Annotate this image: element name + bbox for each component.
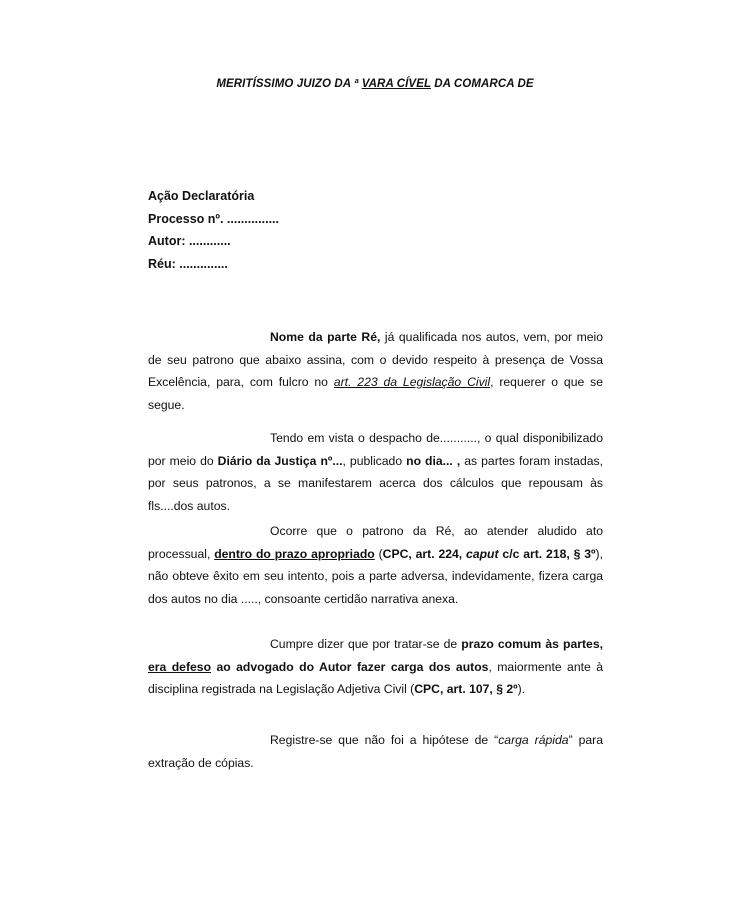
p2-text-b: , publicado [342,453,407,468]
p2-text-a: Tendo em vista o despacho de..........., o qual disponibilizado por meio do [148,431,603,468]
p3-bold-italic: caput [466,546,499,561]
case-caption [148,185,279,275]
p5-text-a: Registre-se que não foi a hipótese de “ [270,733,499,747]
paragraph-context [148,427,603,517]
p4-bold-under: era defeso [148,659,212,674]
title-text: MERITÍSSIMO JUIZO DA ª [216,78,362,90]
paragraph-closing [148,729,603,774]
p1-text-a: já qualificada nos autos, vem, por meio de seu patrono que abaixo assina, com o devido respeito à presença de Vossa Excelência, para, com fulcro no [148,330,603,389]
defendant-line: Réu: .............. [148,256,228,271]
p3-text-b: ( [374,546,383,561]
p1-text-b: , requerer o que se segue. [148,375,603,412]
p4-bold-c: CPC, art. 107, § 2º [414,682,518,696]
p4-text-a: Cumpre dizer que por tratar-se de [270,637,462,651]
p5-text-b: ” para extração de cópias. [148,733,603,770]
action-line: Ação Declaratória [148,189,255,203]
paragraph-argument [148,633,603,701]
author-line: Autor: ............ [148,234,231,248]
p3-bold-cpc: CPC, art. 224, [382,546,467,561]
p3-text-c: ), não obteve êxito em seu intento, pois a parte adversa, indevidamente, fizera carga dos autos no dia ....., consoante certidão narrativa anexa. [148,546,603,606]
party-name: Nome da parte Ré, [270,330,381,344]
p4-text-b: , maiormente ante à disciplina registrada na Legislação Adjetiva Civil ( [148,659,603,696]
process-line: Processo nº. ............... [148,211,279,226]
p3-text-a: Ocorre que o patrono da Ré, ao atender aludido ato processual, [148,524,603,561]
law-reference: art. 223 da Legislação Civil [333,375,491,389]
p4-bold-a: prazo comum às partes, [461,637,603,651]
paragraph-intro [148,326,603,416]
p4-bold-b: ao advogado do Autor fazer carga dos autos [211,659,489,674]
p2-bold-b: no dia... , [406,453,461,468]
p5-italic: carga rápida [498,733,569,747]
title-text-end: DA COMARCA DE [430,78,534,90]
p2-bold-a: Diário da Justiça nº... [217,453,343,468]
page-title [0,78,750,90]
p4-text-c: ). [517,682,526,696]
paragraph-occurrence [148,520,603,610]
p3-bold-rest: c/c art. 218, § 3º [498,546,596,561]
title-underlined: VARA CÍVEL [361,78,431,90]
p3-bold-under: dentro do prazo apropriado [214,546,375,561]
p2-text-c: as partes foram instadas, por seus patronos, a se manifestarem acerca dos cálculos que repousam às fls....dos autos. [148,453,603,513]
